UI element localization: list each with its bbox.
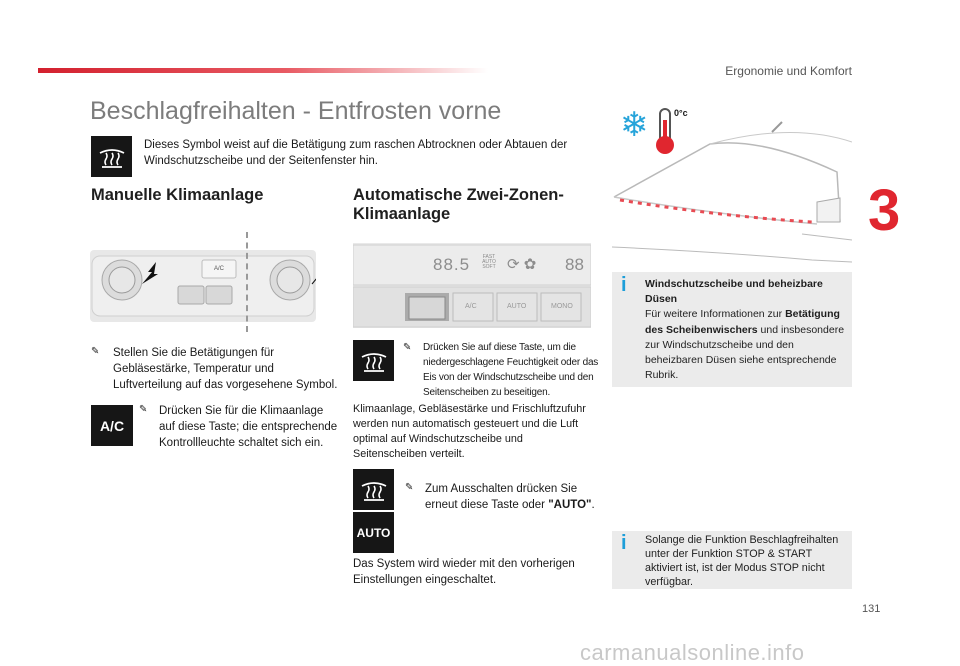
panel-mode-icons: ⟳ ✿ xyxy=(507,256,537,273)
manual-panel-drawing xyxy=(90,250,316,322)
manual-step-2-text: Drücken Sie für die Klimaanlage auf diese Taste; die entsprechende Kontrollleuchte schaltet sich ein. xyxy=(159,405,338,450)
bullet-icon: ✎ xyxy=(403,342,412,353)
automatic-step-1 xyxy=(403,340,599,400)
info1-bold: Betätigung des Scheibenwischers xyxy=(645,308,840,336)
panel-btn-mono: MONO xyxy=(551,303,573,310)
automatic-paragraph-2: Das System wird wieder mit den vorherigen Einstellungen eingeschaltet. xyxy=(353,558,575,587)
info1-prefix: Für weitere Informationen zur xyxy=(645,308,786,321)
automatic-step-2 xyxy=(405,481,601,513)
watermark: carmanualsonline.info xyxy=(580,640,805,665)
info1-suffix: und insbesondere zur Windschutzscheibe und den beheizbaren Düsen siehe entsprechende Rubrik. xyxy=(645,323,845,382)
manual-step-1-text: Stellen Sie die Betätigungen für Gebläsestärke, Temperatur und Luftverteilung auf das vorgesehene Symbol. xyxy=(113,347,338,392)
intro-text: Dieses Symbol weist auf die Betätigung zum raschen Abtrocknen oder Abtauen der Windschutzscheibe und der Seitenfenster hin. xyxy=(144,139,568,168)
automatic-step-1-text: Drücken Sie auf diese Taste, um die niedergeschlagene Feuchtigkeit oder das Eis von der Windschutzscheibe und den Seitenscheiben zu beseitigen. xyxy=(423,342,599,398)
automatic-control-panel xyxy=(353,243,591,328)
windshield-illustration xyxy=(612,102,852,267)
automatic-step-2-bold: "AUTO" xyxy=(548,499,592,512)
panel-divider xyxy=(246,232,248,332)
snowflake-icon: ❄ xyxy=(620,106,649,144)
panel-fast-auto-label: FAST AUTO SOFT xyxy=(482,254,496,270)
auto-button-icon xyxy=(353,512,394,553)
automatic-heading-line2: Klimaanlage xyxy=(353,204,451,223)
panel-display-left: 88.5 xyxy=(433,255,471,274)
info-box-stop-start-text: Solange die Funktion Beschlagfreihalten unter der Funktion STOP & START aktiviert ist, ist der Modus STOP nicht verfügbar. xyxy=(645,534,839,589)
automatic-paragraph-1: Klimaanlage, Gebläsestärke und Frischluftzufuhr werden nun automatisch gesteuert und die Luft optimal auf Windschutzscheibe und Seitenscheiben verteilt. xyxy=(353,403,586,461)
info-box-windshield xyxy=(612,272,852,387)
info-icon: i xyxy=(621,274,627,296)
automatic-panel-drawing xyxy=(353,243,591,328)
manual-step-2 xyxy=(139,403,339,451)
info-box-windshield-title: Windschutzscheibe und beheizbare Düsen xyxy=(645,278,823,306)
info-box-windshield-content xyxy=(645,277,845,384)
defrost-button-icon-2 xyxy=(353,469,394,510)
page-number: 131 xyxy=(862,603,881,615)
header-accent-bar xyxy=(38,68,488,73)
automatic-step-2-suffix: . xyxy=(591,499,595,512)
defrost-icon xyxy=(91,136,132,177)
manual-control-panel xyxy=(90,250,316,322)
automatic-step-2-text xyxy=(405,481,601,513)
manual-step-1 xyxy=(91,345,341,393)
page-title: Beschlagfreihalten - Entfrosten vorne xyxy=(90,97,502,125)
panel-btn-ac: A/C xyxy=(465,303,477,310)
bullet-icon: ✎ xyxy=(139,404,148,415)
automatic-heading-line1: Automatische Zwei-Zonen- xyxy=(353,186,564,204)
info-icon: i xyxy=(621,532,627,554)
chapter-title: Ergonomie und Komfort xyxy=(725,64,852,78)
panel-ac-label: A/C xyxy=(214,266,225,272)
thermometer-bulb xyxy=(656,136,674,154)
bullet-icon: ✎ xyxy=(405,482,414,493)
ac-button-icon xyxy=(91,405,133,446)
info-box-stop-start xyxy=(612,531,852,589)
panel-display-right: 88 xyxy=(565,255,584,274)
defrost-button-icon xyxy=(353,340,394,381)
info-box-windshield-text xyxy=(645,307,845,383)
temperature-label: 0°c xyxy=(674,108,688,118)
manual-heading: Manuelle Klimaanlage xyxy=(91,186,264,204)
automatic-heading xyxy=(353,186,603,224)
auto-button-label: AUTO xyxy=(356,525,391,540)
ac-button-label: A/C xyxy=(99,417,125,434)
automatic-step-2-prefix: Zum Ausschalten drücken Sie erneut diese Taste oder xyxy=(425,483,578,512)
panel-btn-auto: AUTO xyxy=(507,303,527,310)
chapter-number: 3 xyxy=(868,178,901,243)
bullet-icon: ✎ xyxy=(91,346,100,357)
